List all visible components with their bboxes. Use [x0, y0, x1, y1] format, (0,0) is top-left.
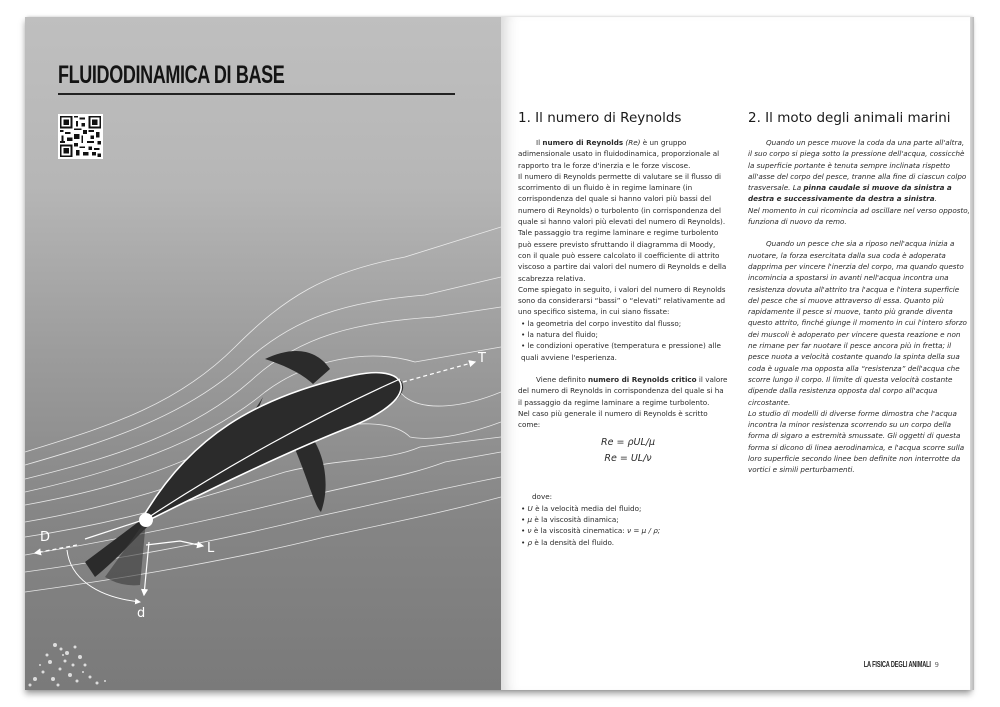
where-label: dove: [532, 492, 553, 502]
list-item: • la natura del fluido; [518, 329, 728, 340]
book-spread [25, 17, 971, 690]
formula-reynolds-dynamic: Re = ρUL/μ [601, 437, 655, 449]
label-drag: D [40, 530, 51, 545]
left-page-photo [25, 17, 501, 690]
variable-item: • ν è la viscosità cinematica: ν = μ / ρ; [518, 525, 728, 536]
list-item: • la geometria del corpo investito dal flusso; [518, 318, 728, 329]
right-page [501, 17, 971, 690]
variable-item: • μ è la viscosità dinamica; [518, 514, 728, 525]
paragraph: Il numero di Reynolds (Re) è un gruppo adimensionale usato in fluidodinamica, proporzionale al rapporto tra le forze d'inerzia e le forze viscose. [518, 138, 720, 170]
page-number: 9 [934, 661, 939, 669]
variable-item: • ρ è la densità del fluido. [518, 537, 728, 548]
paragraph: Nel momento in cui ricomincia ad oscillare nel verso opposto, funziona di nuovo da remo. [748, 205, 970, 227]
section-title-marine-motion: 2. Il moto degli animali marini [748, 110, 951, 126]
section-title-reynolds: 1. Il numero di Reynolds [518, 110, 682, 126]
variable-item: • U è la velocità media del fluido; [518, 503, 728, 514]
coral-speckle [25, 617, 135, 690]
formula-reynolds-kinematic: Re = UL/ν [604, 453, 652, 465]
paragraph: Il numero di Reynolds permette di valutare se il flusso di scorrimento di un fluido è in regime laminare (in corrispondenza del quale si hanno valori più bassi del numero di Reynolds) o turbolento (in corrispondenza del quale si hanno valori più elevati del numero di Reynolds). [518, 171, 726, 227]
label-lift: L [207, 541, 215, 556]
paragraph: Viene definito numero di Reynolds critico il valore del numero di Reynolds in corrispondenza del quale si ha il passaggio da regime laminare a regime turbolento. [518, 374, 728, 407]
label-thrust: T [478, 351, 486, 366]
paragraph: Quando un pesce muove la coda da una parte all'altra, il suo corpo si piega sotto la pressione dell'acqua, cossicchè la superficie portante è tenuta sempre inclinata rispetto all'asse del corpo del pesce, tranne alla fine di ciascun colpo trasversale. La pinna caudale si muove da sinistra a destra e successivamente da destra a sinistra. [748, 138, 967, 204]
column-reynolds [518, 110, 728, 548]
running-title: LA FISICA DEGLI ANIMALI [863, 660, 931, 669]
page-edge [970, 17, 974, 690]
paragraph: Tale passaggio tra regime laminare e regime turbolento può essere previsto sfruttando il diagramma di Moody, con il quale può essere calcolato il coefficiente di attrito viscoso a partire dai valori del numero di Reynolds e della scabrezza relativa. [518, 228, 727, 283]
list-item: • le condizioni operative (temperatura e pressione) alle quali avviene l'esperienza. [518, 340, 728, 363]
paragraph: Come spiegato in seguito, i valori del numero di Reynolds sono da considerarsi “bassi” o “elevati” relativamente ad uno specifico sistema, in cui siano fissate: [518, 284, 726, 317]
paragraph: Lo studio di modelli di diverse forme dimostra che l'acqua incontra la minor resistenza scorrendo su un corpo della forma di sigaro a estremità smussate. Gli oggetti di questa forma si dicono di linea aerodinamica, e l'acqua scorre sulla loro superficie secondo linee ben definite non interrotte da vortici e simili perturbamenti. [748, 408, 965, 475]
shark-streamline-diagram [25, 17, 501, 690]
column-marine-motion [748, 110, 970, 476]
chapter-title: FLUIDODINAMICA DI BASE [58, 61, 285, 89]
paragraph: Nel caso più generale il numero di Reynolds è scritto come: [518, 408, 708, 430]
paragraph: Quando un pesce che sia a riposo nell'acqua inizia a nuotare, la forza esercitata dalla sua coda è adoperata dapprima per vincere l'inerzia del corpo, ma quando questo incomincia a spostarsi in avanti nell'acqua incontra una resistenza dovuta all'attrito tra l'acqua e l'intera superficie del pesce che si muove attraverso di essa. Quanto più rapidamente il pesce si muove, tanto più grande diventa questo attrito, finché giunge il momento in cui l'intero sforzo dei muscoli è adoperato per vincere questa reazione e non ne rimane per far nuotare il pesce ancora più in fretta; il pesce nuota a velocità costante quando la spinta della sua coda è uguale ma opposta alla “resistenza” dell'acqua che scorre lungo il corpo. Il limite di questa velocità costante dipende dalla resistenza opposta dal corpo all'acqua circostante. [748, 239, 967, 407]
page-footer [835, 660, 939, 669]
label-downforce: d [137, 606, 146, 621]
